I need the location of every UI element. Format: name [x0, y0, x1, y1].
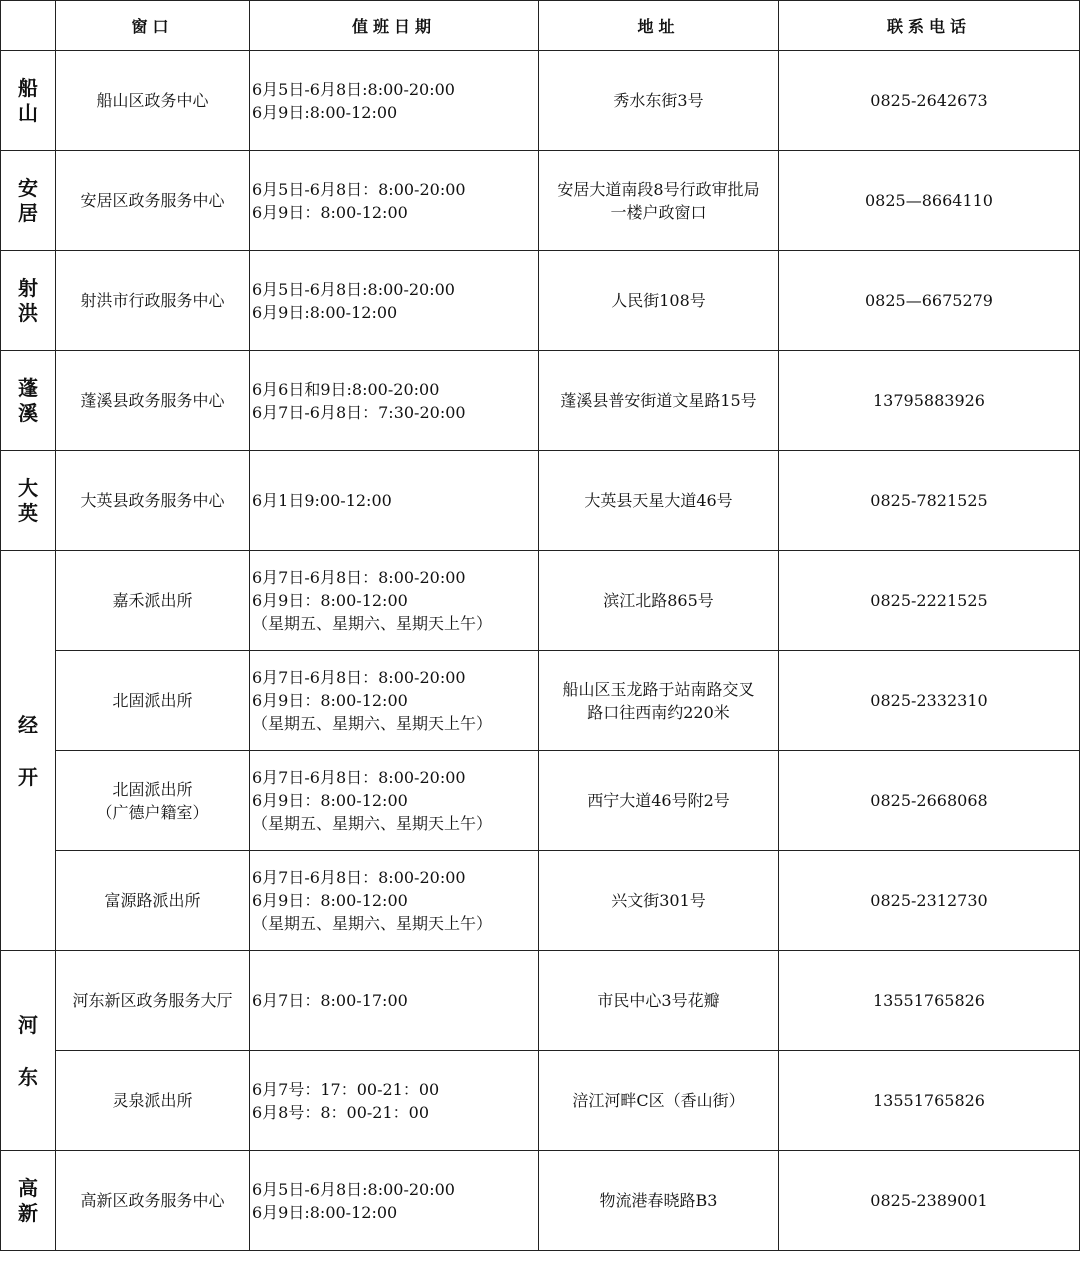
phone-cell: 13551765826	[779, 951, 1080, 1051]
address-cell: 兴文街301号	[539, 851, 779, 951]
date-cell: 6月5日-6月8日：8:00-20:00 6月9日：8:00-12:00	[250, 151, 539, 251]
address-cell: 涪江河畔C区（香山街）	[539, 1051, 779, 1151]
phone-cell: 0825—6675279	[779, 251, 1080, 351]
window-cell: 高新区政务服务中心	[56, 1151, 250, 1251]
address-cell: 安居大道南段8号行政审批局 一楼户政窗口	[539, 151, 779, 251]
address-cell: 物流港春晓路B3	[539, 1151, 779, 1251]
region-cell: 船山	[1, 51, 56, 151]
date-cell: 6月5日-6月8日:8:00-20:00 6月9日:8:00-12:00	[250, 1151, 539, 1251]
region-cell: 安居	[1, 151, 56, 251]
table-row	[1, 851, 1080, 951]
region-cell: 经开	[1, 551, 56, 951]
address-cell: 滨江北路865号	[539, 551, 779, 651]
date-cell: 6月7号：17：00-21：00 6月8号：8：00-21：00	[250, 1051, 539, 1151]
window-cell: 河东新区政务服务大厅	[56, 951, 250, 1051]
date-cell: 6月1日9:00-12:00	[250, 451, 539, 551]
date-cell: 6月7日-6月8日：8:00-20:00 6月9日：8:00-12:00 （星期五、星期六、星期天上午）	[250, 751, 539, 851]
phone-cell: 0825—8664110	[779, 151, 1080, 251]
phone-cell: 0825-2668068	[779, 751, 1080, 851]
table-row	[1, 251, 1080, 351]
address-cell: 秀水东街3号	[539, 51, 779, 151]
address-cell: 大英县天星大道46号	[539, 451, 779, 551]
date-cell: 6月5日-6月8日:8:00-20:00 6月9日:8:00-12:00	[250, 51, 539, 151]
table-row	[1, 351, 1080, 451]
date-cell: 6月7日：8:00-17:00	[250, 951, 539, 1051]
window-cell: 北固派出所 （广德户籍室）	[56, 751, 250, 851]
window-cell: 灵泉派出所	[56, 1051, 250, 1151]
table-row	[1, 51, 1080, 151]
header-address: 地址	[539, 1, 779, 51]
date-cell: 6月6日和9日:8:00-20:00 6月7日-6月8日：7:30-20:00	[250, 351, 539, 451]
date-cell: 6月7日-6月8日：8:00-20:00 6月9日：8:00-12:00 （星期五、星期六、星期天上午）	[250, 651, 539, 751]
region-cell: 大英	[1, 451, 56, 551]
header-window: 窗口	[56, 1, 250, 51]
table-row	[1, 651, 1080, 751]
window-cell: 北固派出所	[56, 651, 250, 751]
table-row	[1, 451, 1080, 551]
window-cell: 安居区政务服务中心	[56, 151, 250, 251]
phone-cell: 13795883926	[779, 351, 1080, 451]
header-phone: 联系电话	[779, 1, 1080, 51]
address-cell: 蓬溪县普安街道文星路15号	[539, 351, 779, 451]
phone-cell: 0825-2312730	[779, 851, 1080, 951]
region-cell: 高新	[1, 1151, 56, 1251]
window-cell: 蓬溪县政务服务中心	[56, 351, 250, 451]
phone-cell: 0825-2389001	[779, 1151, 1080, 1251]
header-date: 值班日期	[250, 1, 539, 51]
address-cell: 人民街108号	[539, 251, 779, 351]
address-cell: 船山区玉龙路于站南路交叉 路口往西南约220米	[539, 651, 779, 751]
date-cell: 6月5日-6月8日:8:00-20:00 6月9日:8:00-12:00	[250, 251, 539, 351]
phone-cell: 0825-2642673	[779, 51, 1080, 151]
date-cell: 6月7日-6月8日：8:00-20:00 6月9日：8:00-12:00 （星期五、星期六、星期天上午）	[250, 551, 539, 651]
window-cell: 嘉禾派出所	[56, 551, 250, 651]
table-row	[1, 751, 1080, 851]
header-row	[1, 1, 1080, 51]
table-row	[1, 1051, 1080, 1151]
region-cell: 射洪	[1, 251, 56, 351]
phone-cell: 13551765826	[779, 1051, 1080, 1151]
date-cell: 6月7日-6月8日：8:00-20:00 6月9日：8:00-12:00 （星期五、星期六、星期天上午）	[250, 851, 539, 951]
table-row	[1, 151, 1080, 251]
address-cell: 市民中心3号花瓣	[539, 951, 779, 1051]
table-row	[1, 551, 1080, 651]
window-cell: 船山区政务中心	[56, 51, 250, 151]
region-cell: 河东	[1, 951, 56, 1151]
window-cell: 射洪市行政服务中心	[56, 251, 250, 351]
address-cell: 西宁大道46号附2号	[539, 751, 779, 851]
window-cell: 大英县政务服务中心	[56, 451, 250, 551]
phone-cell: 0825-7821525	[779, 451, 1080, 551]
region-cell: 蓬溪	[1, 351, 56, 451]
phone-cell: 0825-2221525	[779, 551, 1080, 651]
table-row	[1, 951, 1080, 1051]
table-row	[1, 1151, 1080, 1251]
header-region	[1, 1, 56, 51]
window-cell: 富源路派出所	[56, 851, 250, 951]
phone-cell: 0825-2332310	[779, 651, 1080, 751]
